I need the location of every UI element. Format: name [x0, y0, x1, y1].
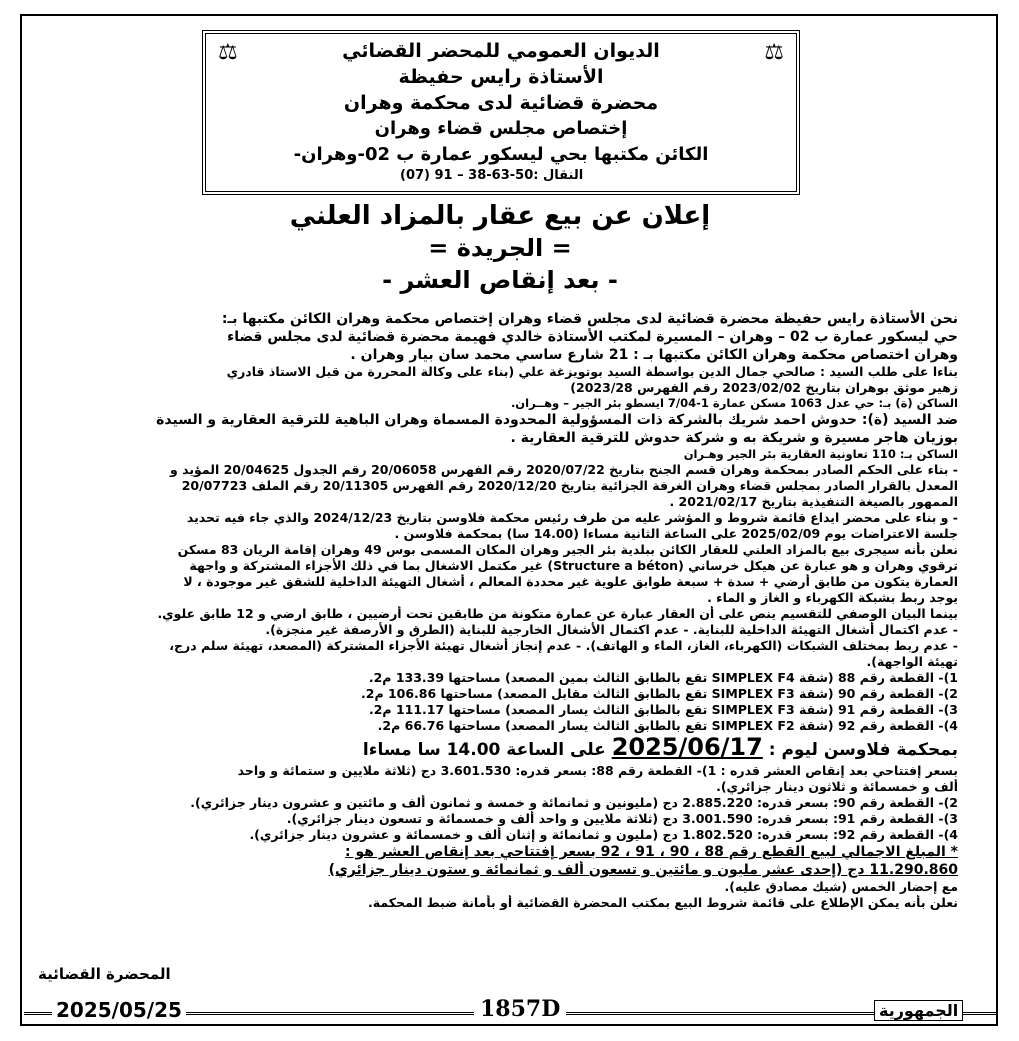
body-line: - بناء على الحكم الصادر بمحكمة وهران قسم الجنح بتاريخ 2020/07/22 رقم الفهرس 20/06058 رقم الجدول 20/04625 المؤيد و: [170, 462, 958, 477]
office-address: الكائن مكتبها بحي ليسكور عمارة ب 02-وهران-: [293, 144, 709, 165]
bailiff-court: محضرة قضائية لدى محكمة وهران: [343, 92, 659, 114]
price-line: 2)- القطعة رقم 90: بسعر قدره: 2.885.220 دج (مليونين و ثمانمائة و خمسة و ثمانون ألف و مائتين و عشرون دينار جزائري).: [190, 795, 958, 810]
body-line: نعلن بأنه سيجرى بيع بالمزاد العلني للعقار الكائن ببلدية بئر الجير وهران المكان المسمى بوس 49 وهران إقامة الريان 83 مسكن: [177, 542, 958, 557]
note-line: نعلن بأنه يمكن الإطلاع على قائمة شروط البيع بمكتب المحضرة القضائية أو بأمانة ضبط المحكمة.: [368, 895, 958, 910]
newspaper-logo: الجمهورية: [874, 1000, 963, 1021]
scales-of-justice-icon: ⚖: [764, 40, 784, 65]
announcement-title: إعلان عن بيع عقار بالمزاد العلني: [289, 201, 711, 231]
body-line: بوزيان هاجر مسيرة و شريكة به و شركة حدوش للترقية العقارية .: [510, 430, 958, 446]
body-line: وهران اختصاص محكمة وهران الكائن مكتبها بـ : 21 شارع ساسي محمد سان بيار وهران .: [350, 347, 958, 363]
lot-line: 3)- القطعة رقم 91 (شقة SIMPLEX F3 تقع بالطابق الثالث يسار المصعد) مساحتها 111.17 م2.: [368, 702, 958, 717]
footer: [24, 998, 998, 1028]
price-line: ألف و خمسمائة و ثلاثون دينار جزائري).: [716, 779, 958, 794]
body-line: - عدم اكتمال أشغال التهيئة الداخلية للبناية. - عدم اكتمال الأشغال الخارجية للبناية (الطرق و الأرصفة غير منجزة).: [265, 622, 958, 637]
price-line: 3)- القطعة رقم 91: بسعر قدره: 3.001.590 دج (ثلاثة ملايين و واحد ألف و خمسمائة و تسعون دينار جزائري).: [286, 811, 958, 826]
footer-date: 2025/05/25: [52, 998, 186, 1022]
body-line: ضد السيد (ة): حدوش احمد شريك بالشركة ذات المسؤولية المحدودة المسماة وهران الباهية للترقية العقارية و السيدة: [156, 412, 958, 428]
newspaper-label: = الجريدة =: [428, 234, 572, 262]
court-label: بمحكمة فلاوسن ليوم :: [768, 740, 958, 760]
body-line: - و بناء على محضر ايداع قائمة شروط و المؤشر عليه من طرف رئيس محكمة فلاوسن بتاريخ 2024/12/23 والذي جاء فيه تحديد: [186, 510, 958, 525]
body-line: بينما البيان الوصفي للتقسيم ينص على أن العقار عبارة عن عمارة متكونة من طابقين تحت أرضيين ، طابق ارضي و 12 طابق علوي.: [157, 606, 958, 621]
body-line: المعدل بالقرار الصادر بمجلس قضاء وهران الغرفة الجزائية بتاريخ 2020/12/20 رقم الفهرس 20/11305 رقم الملف 20/07723: [181, 478, 958, 493]
price-line: 4)- القطعة رقم 92: بسعر قدره: 1.802.520 دج (مليون و ثمانمائة و إثنان ألف و خمسمائة و عشرون دينار جزائري).: [249, 827, 958, 842]
office-phone: النقال :50-63-38 – 91 (07): [400, 168, 584, 183]
signature: المحضرة القضائية: [38, 965, 171, 983]
announcement-subtitle: - بعد إنقاص العشر -: [382, 266, 618, 294]
bailiff-name: الأستاذة رايس حفيظة: [398, 66, 604, 88]
note-line: مع إحضار الخمس (شيك مصادق عليه).: [724, 879, 958, 894]
body-line: حي ليسكور عمارة ب 02 – وهران – المسيرة لمكتب الأستاذة خالدي فهيمة محضرة قضائية لدى مجلس قضاء: [227, 329, 958, 345]
price-line: بسعر إفتتاحي بعد إنقاص العشر قدره : 1)- القطعة رقم 88: بسعر قدره: 3.601.530 دج (ثلاثة ملايين و ستمائة و واحد: [237, 763, 958, 778]
announcement-titles: [120, 200, 880, 296]
bailiff-header: [202, 30, 800, 195]
announcement-body: [28, 310, 958, 911]
body-line: يوجد ربط بشبكة الكهرباء و الغاز و الماء .: [707, 590, 958, 605]
body-line: جلسة الاعتراضات يوم 2025/02/09 على الساعة الثانية مساءا (14.00 سا) بمحكمة فلاوسن .: [394, 526, 958, 541]
total-line: * المبلغ الاجمالي لبيع القطع رقم 88 ، 90 ، 91 ، 92 بسعر إفتتاحي بعد إنقاص العشر هو :: [345, 844, 958, 860]
total-amount: 11.290.860 دج (إحدى عشر مليون و مائتين و تسعون ألف و ثمانمائة و ستون دينار جزائري): [328, 862, 958, 878]
auction-date-line: [28, 734, 958, 763]
body-line: العمارة يتكون من طابق أرضي + سدة + سبعة طوابق علوية غير محددة المعالم ، أشغال التهيئة الداخلية للشقق غير موجودة ، لا: [183, 574, 958, 589]
body-line: الساكن (ة) بـ: حي عدل 1063 مسكن عمارة 1-7/04 ايسطو بئر الجير – وهــران.: [510, 396, 958, 410]
office-name: الديوان العمومي للمحضر القضائي: [342, 40, 660, 62]
body-line: ترقوي وهران و هو عبارة عن هيكل خرساني (Structure a béton) غير مكتمل الاشغال بما في ذلك الأجزاء المشتركة و واجهة: [189, 558, 958, 573]
body-line: تهيئة الواجهة).: [866, 654, 958, 669]
body-line: - عدم ربط بمختلف الشبكات (الكهرباء، الغاز، الماء و الهاتف). - عدم إنجاز أشغال تهيئة الأجزاء المشتركة (المصعد، تهيئة سلم درج،: [169, 638, 958, 653]
footer-code: 1857D: [474, 996, 566, 1022]
body-line: بناءا على طلب السيد : صالحي جمال الدين بواسطة السيد بوتويزغة علي (بناء على وكالة المحررة من قبل الاستاذ قادري: [226, 364, 958, 379]
body-line: الساكن بـ: 110 تعاونية العقارية بئر الجير وهـران: [683, 447, 958, 461]
lot-line: 4)- القطعة رقم 92 (شقة SIMPLEX F2 تقع بالطابق الثالث يسار المصعد) مساحتها 66.76 م2.: [377, 718, 958, 733]
auction-time: على الساعة 14.00 سا مساءا: [362, 740, 606, 760]
body-line: الممهور بالصيغة التنفيذية بتاريخ 2021/02/17 .: [669, 494, 958, 509]
auction-date: 2025/06/17: [611, 734, 763, 761]
body-line: نحن الأستاذة رايس حفيظة محضرة قضائية لدى مجلس قضاء وهران إختصاص محكمة وهران الكائن مكتبها بـ:: [221, 311, 958, 327]
body-line: زهير موثق بوهران بتاريخ 2023/02/02 رقم الفهرس 2023/28): [570, 380, 958, 395]
lot-line: 2)- القطعة رقم 90 (شقة SIMPLEX F3 تقع بالطابق الثالث مقابل المصعد) مساحتها 106.86 م2.: [360, 686, 958, 701]
lot-line: 1)- القطعة رقم 88 (شقة SIMPLEX F4 تقع بالطابق الثالث بمين المصعد) مساحتها 133.39 م2.: [368, 670, 958, 685]
scales-of-justice-icon: ⚖: [218, 40, 238, 65]
bailiff-jurisdiction: إختصاص مجلس قضاء وهران: [374, 118, 628, 139]
